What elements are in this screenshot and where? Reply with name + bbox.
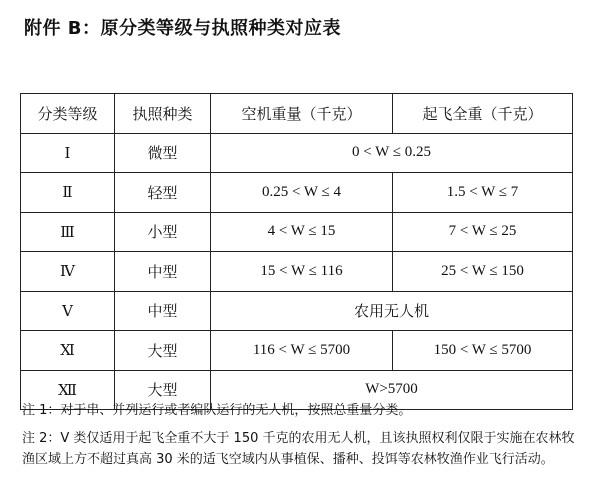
license-cell: 中型 — [115, 291, 211, 331]
header-empty-weight: 空机重量（千克） — [211, 94, 393, 134]
table-row — [21, 173, 573, 213]
table-header-row — [21, 94, 573, 134]
class-cell: Ⅳ — [21, 252, 115, 292]
license-cell: 小型 — [115, 212, 211, 252]
license-cell: 大型 — [115, 370, 211, 410]
table-row — [21, 212, 573, 252]
page-title: 附件 B：原分类等级与执照种类对应表 — [24, 18, 341, 39]
classification-table — [20, 93, 573, 410]
empty-weight-cell: 4 < W ≤ 15 — [211, 212, 393, 252]
table-row — [21, 331, 573, 371]
takeoff-weight-cell: 1.5 < W ≤ 7 — [393, 173, 573, 213]
takeoff-weight-cell: 7 < W ≤ 25 — [393, 212, 573, 252]
weight-range-merged-cell: W>5700 — [211, 370, 573, 410]
agricultural-drone-merged-cell: 农用无人机 — [211, 291, 573, 331]
license-cell: 中型 — [115, 252, 211, 292]
note-1: 注 1：对于串、并列运行或者编队运行的无人机，按照总重量分类。 — [22, 403, 412, 418]
weight-range-merged-cell: 0 < W ≤ 0.25 — [211, 133, 573, 173]
header-takeoff-weight: 起飞全重（千克） — [393, 94, 573, 134]
empty-weight-cell: 0.25 < W ≤ 4 — [211, 173, 393, 213]
class-cell: Ⅰ — [21, 133, 115, 173]
takeoff-weight-cell: 150 < W ≤ 5700 — [393, 331, 573, 371]
table-row — [21, 133, 573, 173]
class-cell: Ⅻ — [21, 370, 115, 410]
class-cell: Ⅲ — [21, 212, 115, 252]
notes-section — [22, 400, 582, 477]
header-class: 分类等级 — [21, 94, 115, 134]
class-cell: Ⅴ — [21, 291, 115, 331]
class-cell: Ⅱ — [21, 173, 115, 213]
license-cell: 微型 — [115, 133, 211, 173]
class-cell: Ⅺ — [21, 331, 115, 371]
note-2: 注 2：Ⅴ 类仅适用于起飞全重不大于 150 千克的农用无人机，且该执照权利仅限于实施在农林牧渔区域上方不超过真高 30 米的适飞空域内从事植保、播种、投饵等农林牧渔作业飞行活动。 — [22, 431, 575, 467]
license-cell: 轻型 — [115, 173, 211, 213]
table-row — [21, 252, 573, 292]
table-row — [21, 291, 573, 331]
empty-weight-cell: 15 < W ≤ 116 — [211, 252, 393, 292]
header-license: 执照种类 — [115, 94, 211, 134]
license-cell: 大型 — [115, 331, 211, 371]
empty-weight-cell: 116 < W ≤ 5700 — [211, 331, 393, 371]
takeoff-weight-cell: 25 < W ≤ 150 — [393, 252, 573, 292]
